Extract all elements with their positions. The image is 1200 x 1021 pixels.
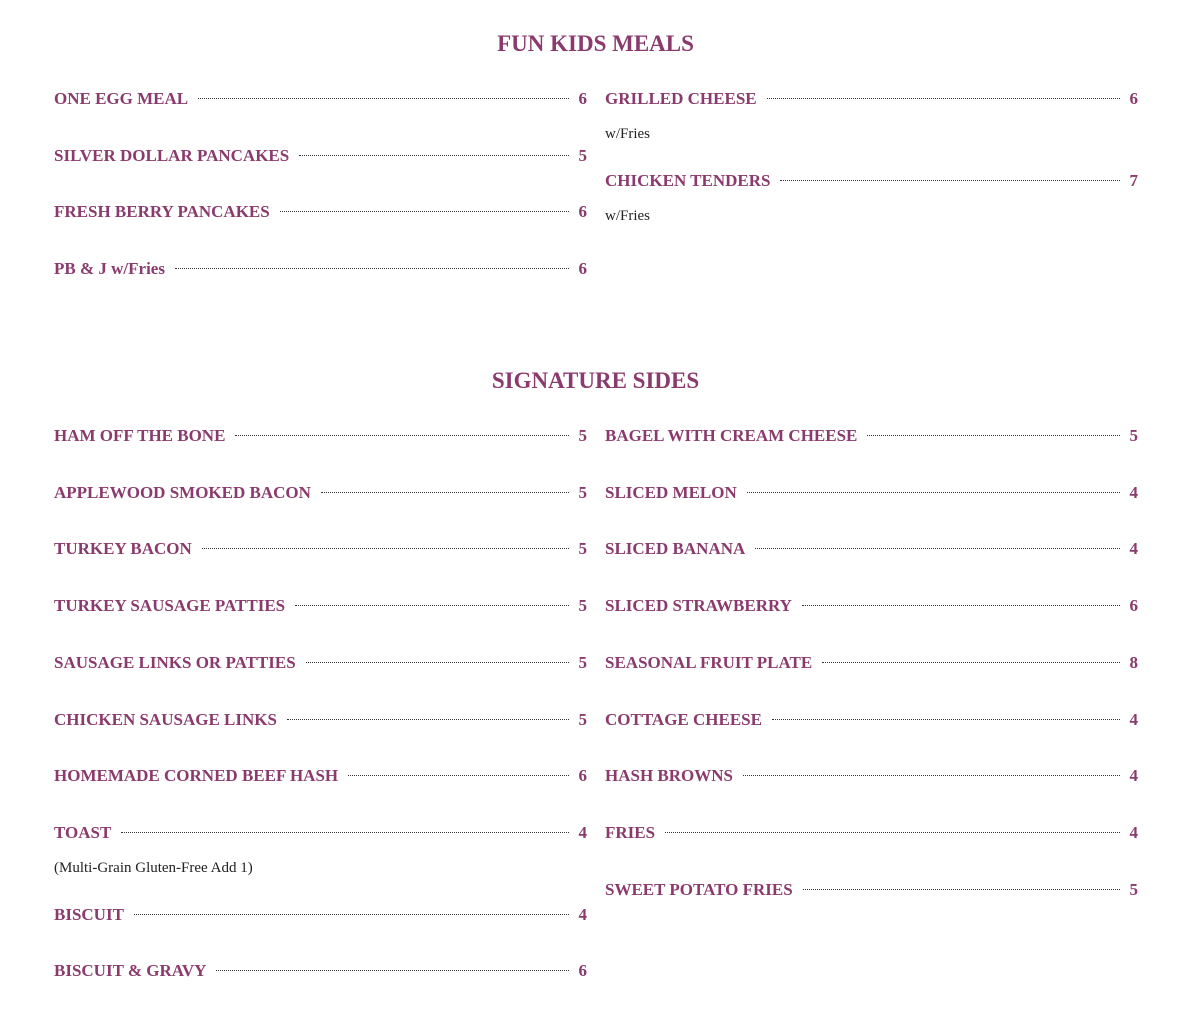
menu-item-row xyxy=(54,538,587,560)
menu-item-name: COTTAGE CHEESE xyxy=(605,710,762,729)
menu-item xyxy=(54,652,587,674)
dotted-leader xyxy=(802,605,1120,606)
menu-item-row xyxy=(605,425,1138,447)
menu-item-price: 6 xyxy=(578,766,587,785)
dotted-leader xyxy=(198,98,568,99)
menu-item-row xyxy=(54,482,587,504)
dotted-leader xyxy=(121,832,568,833)
menu-item-row xyxy=(605,482,1138,504)
menu-item-price: 5 xyxy=(578,596,587,615)
sides-left-column xyxy=(54,425,587,995)
menu-item-name: SWEET POTATO FRIES xyxy=(605,880,793,899)
dotted-leader xyxy=(216,970,568,971)
menu-item-row xyxy=(54,425,587,447)
menu-item-description: (Multi-Grain Gluten-Free Add 1) xyxy=(54,860,253,876)
menu-item-price: 7 xyxy=(1129,171,1138,190)
menu-item-row xyxy=(54,960,587,982)
menu-item xyxy=(605,879,1138,901)
dotted-leader xyxy=(822,662,1119,663)
menu-item-price: 5 xyxy=(578,653,587,672)
dotted-leader xyxy=(321,492,569,493)
dotted-leader xyxy=(306,662,569,663)
menu-item xyxy=(54,538,587,560)
menu-item-row xyxy=(605,652,1138,674)
dotted-leader xyxy=(755,548,1119,549)
menu-item-price: 5 xyxy=(578,539,587,558)
menu-item-price: 6 xyxy=(1129,89,1138,108)
menu-item-price: 6 xyxy=(578,202,587,221)
menu-item-row xyxy=(54,822,587,844)
menu-item-name: FRESH BERRY PANCAKES xyxy=(54,202,270,221)
menu-item-row xyxy=(605,709,1138,731)
menu-item-row xyxy=(54,652,587,674)
menu-item-price: 5 xyxy=(578,483,587,502)
menu-item xyxy=(54,145,587,167)
menu-item xyxy=(54,904,587,926)
dotted-leader xyxy=(175,268,569,269)
menu-item-row xyxy=(54,904,587,926)
dotted-leader xyxy=(743,775,1120,776)
menu-item-price: 6 xyxy=(578,259,587,278)
dotted-leader xyxy=(747,492,1120,493)
dotted-leader xyxy=(803,889,1120,890)
menu-item xyxy=(605,709,1138,731)
menu-item xyxy=(605,765,1138,787)
menu-item-name: TURKEY SAUSAGE PATTIES xyxy=(54,596,286,615)
menu-item-row xyxy=(54,709,587,731)
dotted-leader xyxy=(767,98,1120,99)
menu-item xyxy=(54,425,587,447)
menu-item xyxy=(605,822,1138,844)
menu-item-name: CHICKEN SAUSAGE LINKS xyxy=(54,710,277,729)
menu-item-name: SILVER DOLLAR PANCAKES xyxy=(54,146,290,165)
dotted-leader xyxy=(772,719,1120,720)
menu-item xyxy=(605,595,1138,617)
menu-item-price: 6 xyxy=(578,961,587,980)
menu-item-name: SAUSAGE LINKS OR PATTIES xyxy=(54,653,296,672)
menu-item-row xyxy=(605,879,1138,901)
menu-item-name: HOMEMADE CORNED BEEF HASH xyxy=(54,766,339,785)
menu-item-row xyxy=(605,765,1138,787)
menu-item xyxy=(54,258,587,280)
sides-section-title: SIGNATURE SIDES xyxy=(491,368,700,393)
menu-item-name: TOAST xyxy=(54,823,112,842)
menu-item-row xyxy=(54,258,587,280)
dotted-leader xyxy=(867,435,1119,436)
menu-item-row xyxy=(605,538,1138,560)
menu-item xyxy=(54,482,587,504)
menu-item-name: BISCUIT & GRAVY xyxy=(54,961,207,980)
kids-section-title: FUN KIDS MEALS xyxy=(497,31,694,56)
menu-item-name: SEASONAL FRUIT PLATE xyxy=(605,653,813,672)
dotted-leader xyxy=(780,180,1119,181)
dotted-leader xyxy=(280,211,569,212)
menu-item-name: CHICKEN TENDERS xyxy=(605,171,771,190)
menu-item-name: TURKEY BACON xyxy=(54,539,192,558)
menu-item-price: 5 xyxy=(578,710,587,729)
menu-item-name: BAGEL WITH CREAM CHEESE xyxy=(605,426,858,445)
menu-item-row xyxy=(54,765,587,787)
dotted-leader xyxy=(235,435,568,436)
menu-item xyxy=(605,425,1138,447)
menu-item xyxy=(54,960,587,982)
kids-right-column xyxy=(605,88,1138,298)
menu-item-row xyxy=(605,595,1138,617)
menu-item-row xyxy=(605,170,1138,192)
menu-item-price: 4 xyxy=(1129,710,1138,729)
menu-item xyxy=(54,201,587,223)
kids-left-column xyxy=(54,88,587,298)
menu-item-name: HASH BROWNS xyxy=(605,766,733,785)
dotted-leader xyxy=(665,832,1119,833)
sides-right-column xyxy=(605,425,1138,995)
menu-item-price: 4 xyxy=(1129,539,1138,558)
menu-item-name: GRILLED CHEESE xyxy=(605,89,757,108)
menu-item-row xyxy=(54,145,587,167)
dotted-leader xyxy=(299,155,568,156)
menu-item xyxy=(605,88,1138,144)
menu-item-row xyxy=(54,88,587,110)
menu-item-description: w/Fries xyxy=(605,126,650,142)
menu-item-price: 5 xyxy=(578,146,587,165)
menu-item-price: 5 xyxy=(1129,426,1138,445)
menu-item-name: ONE EGG MEAL xyxy=(54,89,189,108)
menu-item-price: 6 xyxy=(578,89,587,108)
menu-item xyxy=(54,709,587,731)
menu-item-name: HAM OFF THE BONE xyxy=(54,426,226,445)
menu-item-price: 5 xyxy=(1129,880,1138,899)
menu-item-name: SLICED MELON xyxy=(605,483,737,502)
menu-item-price: 4 xyxy=(1129,483,1138,502)
menu-item-price: 4 xyxy=(1129,823,1138,842)
menu-item xyxy=(54,595,587,617)
menu-item-price: 4 xyxy=(578,905,587,924)
menu-item-name: FRIES xyxy=(605,823,656,842)
menu-item xyxy=(605,170,1138,226)
menu-item xyxy=(54,88,587,110)
menu-item-row xyxy=(54,595,587,617)
menu-item-row xyxy=(54,201,587,223)
menu-item-row xyxy=(605,88,1138,110)
menu-item-name: PB & J w/Fries xyxy=(54,259,165,278)
menu-item-name: BISCUIT xyxy=(54,905,124,924)
menu-item-description: w/Fries xyxy=(605,208,650,224)
menu-item xyxy=(605,538,1138,560)
dotted-leader xyxy=(202,548,569,549)
dotted-leader xyxy=(287,719,569,720)
menu-item-name: SLICED BANANA xyxy=(605,539,746,558)
menu-item-row xyxy=(605,822,1138,844)
menu-item-price: 8 xyxy=(1129,653,1138,672)
menu-item-price: 4 xyxy=(1129,766,1138,785)
menu-item xyxy=(54,822,587,878)
dotted-leader xyxy=(348,775,568,776)
menu-item-name: APPLEWOOD SMOKED BACON xyxy=(54,483,311,502)
menu-item xyxy=(605,652,1138,674)
dotted-leader xyxy=(295,605,568,606)
menu-item xyxy=(605,482,1138,504)
menu-item-price: 6 xyxy=(1129,596,1138,615)
menu-item xyxy=(54,765,587,787)
menu-item-price: 5 xyxy=(578,426,587,445)
dotted-leader xyxy=(134,914,569,915)
menu-item-name: SLICED STRAWBERRY xyxy=(605,596,792,615)
menu-item-price: 4 xyxy=(578,823,587,842)
